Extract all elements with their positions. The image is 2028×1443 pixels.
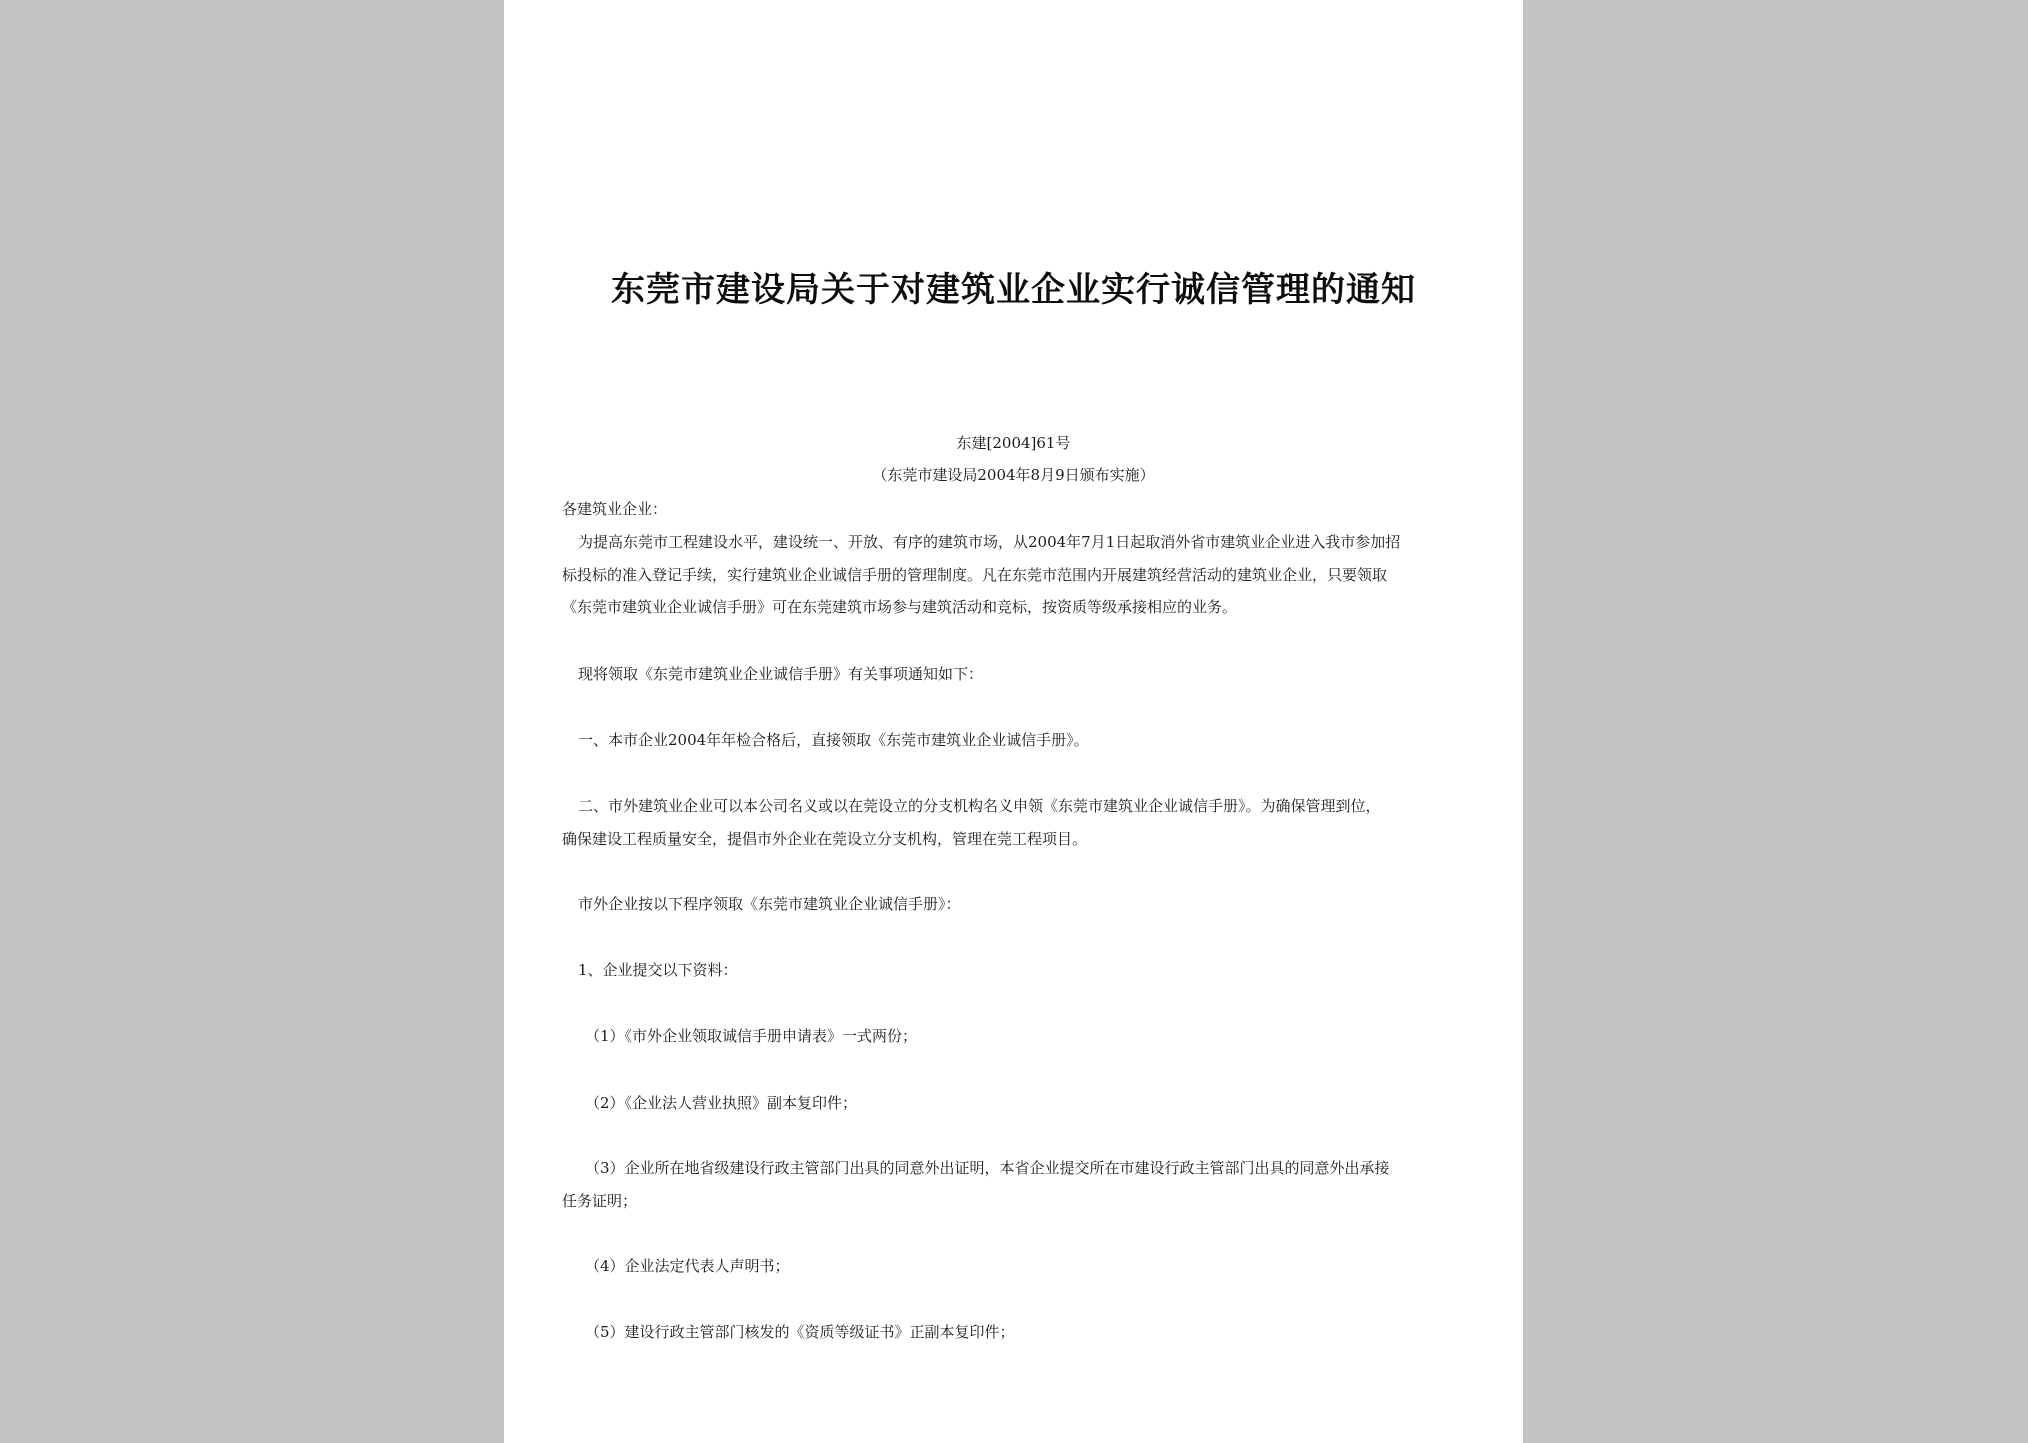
procedure-sub-item: （5）建设行政主管部门核发的《资质等级证书》正副本复印件； xyxy=(585,1323,1015,1341)
document-title: 东莞市建设局关于对建筑业企业实行诚信管理的通知 xyxy=(611,270,1416,310)
document-number: 东建[2004]61号 xyxy=(956,434,1071,452)
procedure-sub-item: （1）《市外企业领取诚信手册申请表》一式两份； xyxy=(585,1027,918,1045)
list-item-continuation: 确保建设工程质量安全，提倡市外企业在莞设立分支机构，管理在莞工程项目。 xyxy=(562,830,1088,848)
procedure-intro: 市外企业按以下程序领取《东莞市建筑业企业诚信手册》： xyxy=(578,895,961,913)
procedure-sub-item: （2）《企业法人营业执照》副本复印件； xyxy=(585,1094,858,1112)
salutation: 各建筑业企业： xyxy=(562,500,668,518)
procedure-sub-item-continuation: 任务证明； xyxy=(562,1192,638,1210)
issued-note: （东莞市建设局2004年8月9日颁布实施） xyxy=(872,466,1155,484)
procedure-step: 1、企业提交以下资料： xyxy=(578,961,738,979)
paragraph-line: 现将领取《东莞市建筑业企业诚信手册》有关事项通知如下： xyxy=(578,665,984,683)
document-page xyxy=(504,0,1523,1443)
paragraph-line: 标投标的准入登记手续，实行建筑业企业诚信手册的管理制度。凡在东莞市范围内开展建筑经营活动的建筑业企业，只要领取 xyxy=(562,566,1388,584)
list-item: 二、市外建筑业企业可以本公司名义或以在莞设立的分支机构名义申领《东莞市建筑业企业诚信手册》。为确保管理到位， xyxy=(578,797,1381,815)
paragraph-line: 为提高东莞市工程建设水平，建设统一、开放、有序的建筑市场，从2004年7月1日起取消外省市建筑业企业进入我市参加招 xyxy=(578,533,1401,551)
procedure-sub-item: （4）企业法定代表人声明书； xyxy=(585,1257,790,1275)
paragraph-line: 《东莞市建筑业企业诚信手册》可在东莞建筑市场参与建筑活动和竞标，按资质等级承接相应的业务。 xyxy=(562,598,1238,616)
list-item: 一、本市企业2004年年检合格后，直接领取《东莞市建筑业企业诚信手册》。 xyxy=(578,731,1089,749)
procedure-sub-item: （3）企业所在地省级建设行政主管部门出具的同意外出证明，本省企业提交所在市建设行政主管部门出具的同意外出承接 xyxy=(585,1159,1390,1177)
